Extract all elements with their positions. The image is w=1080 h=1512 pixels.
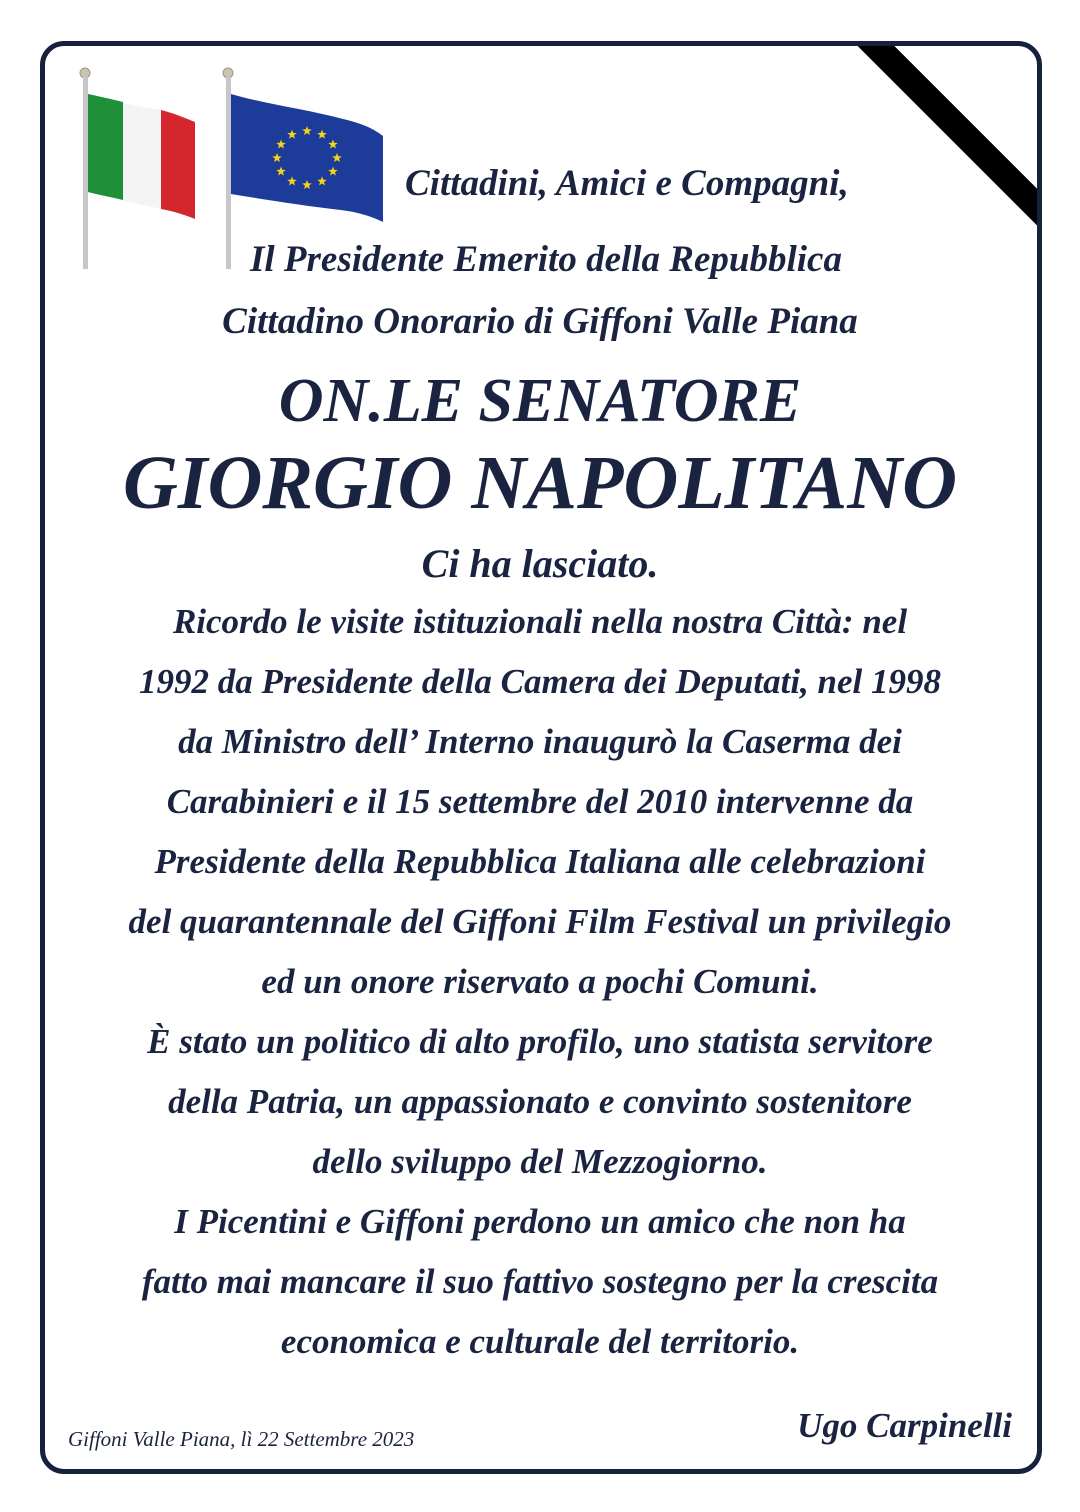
body-line: del quarantennale del Giffoni Film Festival un privilegio [128, 902, 952, 941]
body-line: Carabinieri e il 15 settembre del 2010 intervenne da [166, 782, 914, 821]
title-line-1: Il Presidente Emerito della Repubblica [250, 239, 842, 280]
body-line: fatto mai mancare il suo fattivo sostegno per la crescita [141, 1262, 939, 1301]
body-line: della Patria, un appassionato e convinto sostenitore [168, 1082, 912, 1121]
place-date: Giffoni Valle Piana, lì 22 Settembre 2023 [68, 1427, 415, 1451]
body-line: da Ministro dell’ Interno inaugurò la Caserma dei [178, 722, 902, 761]
body-line: 1992 da Presidente della Camera dei Deputati, nel 1998 [138, 662, 942, 701]
italian-flag-icon [80, 68, 195, 269]
body-line: economica e culturale del territorio. [280, 1322, 800, 1361]
announcement: Ci ha lasciato. [421, 541, 659, 586]
body-line: I Picentini e Giffoni perdono un amico che non ha [174, 1202, 906, 1241]
greeting: Cittadini, Amici e Compagni, [405, 163, 849, 204]
body-line: Presidente della Repubblica Italiana alle celebrazioni [154, 842, 926, 881]
body-line: dello sviluppo del Mezzogiorno. [312, 1142, 768, 1181]
title-line-2: Cittadino Onorario di Giffoni Valle Piana [222, 301, 858, 342]
body-line: Ricordo le visite istituzionali nella nostra Città: nel [172, 602, 908, 641]
mourning-ribbon-icon [832, 41, 1042, 232]
name-line-2: GIORGIO NAPOLITANO [123, 441, 957, 525]
name-line-1: ON.LE SENATORE [278, 367, 802, 435]
body-line: È stato un politico di alto profilo, uno statista servitore [147, 1022, 933, 1061]
body-line: ed un onore riservato a pochi Comuni. [261, 962, 819, 1001]
signature: Ugo Carpinelli [797, 1406, 1012, 1445]
